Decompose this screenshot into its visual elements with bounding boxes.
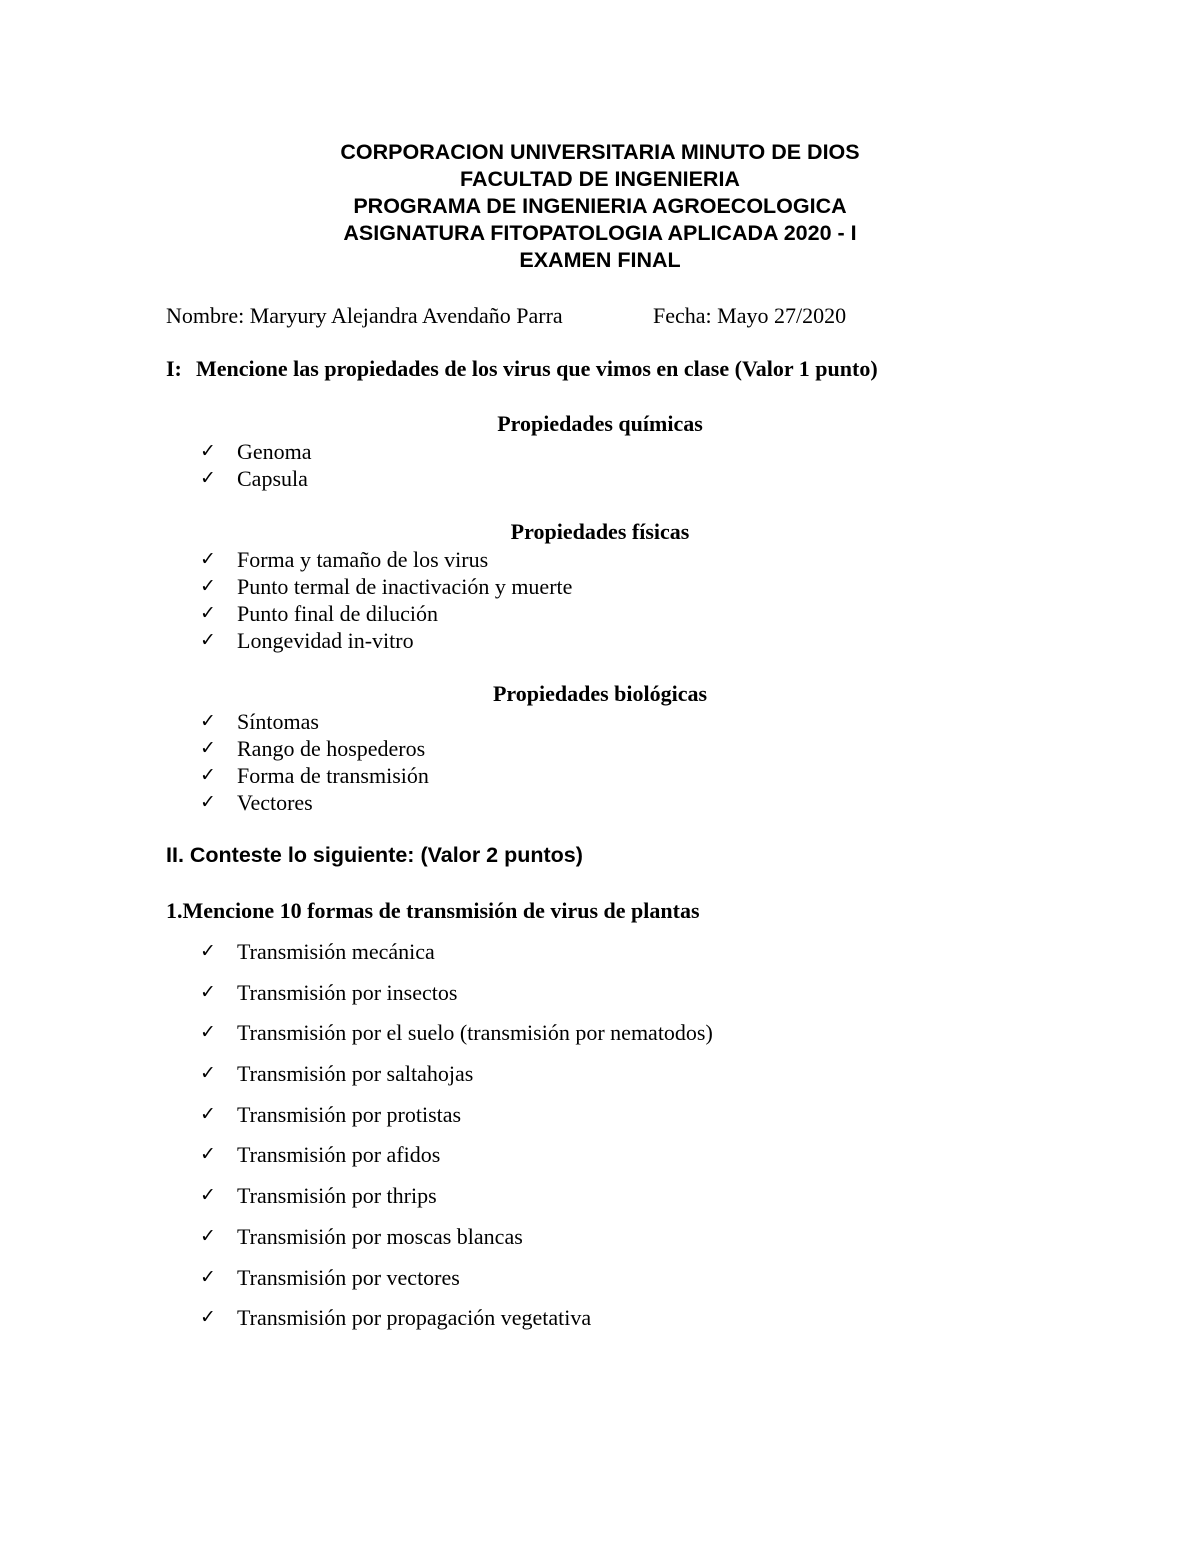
check-icon: ✓ — [200, 548, 216, 570]
list-item: ✓ Forma de transmisión — [200, 763, 429, 788]
section-title-physical: Propiedades físicas — [510, 519, 690, 544]
check-icon: ✓ — [200, 737, 216, 759]
list-item: ✓ Transmisión por vectores — [200, 1264, 460, 1290]
header-program: PROGRAMA DE INGENIERIA AGROECOLOGICA — [353, 194, 847, 218]
document-header — [0, 139, 1200, 274]
list-item: ✓ Transmisión por protistas — [200, 1101, 462, 1127]
list-item: ✓ Transmisión por moscas blancas — [200, 1223, 523, 1249]
section-title-chemical: Propiedades químicas — [497, 411, 703, 436]
list-item: ✓ Síntomas — [200, 709, 319, 734]
check-icon: ✓ — [200, 1143, 216, 1166]
list-item: ✓ Punto final de dilución — [200, 601, 439, 626]
check-icon: ✓ — [200, 764, 216, 786]
exam-date: Fecha: Mayo 27/2020 — [653, 303, 847, 328]
question-2-1-title: 1.Mencione 10 formas de transmisión de virus de plantas — [166, 898, 700, 923]
header-exam-title: EXAMEN FINAL — [519, 248, 681, 272]
list-item: ✓ Transmisión por insectos — [200, 979, 458, 1005]
student-name: Nombre: Maryury Alejandra Avendaño Parra — [166, 303, 563, 328]
check-icon: ✓ — [200, 710, 216, 732]
list-item: ✓ Transmisión mecánica — [200, 939, 435, 964]
physical-properties-list — [200, 546, 572, 654]
question-2-title: II. Conteste lo siguiente: (Valor 2 puntos) — [166, 843, 583, 867]
list-item: ✓ Transmisión por propagación vegetativa — [200, 1305, 592, 1331]
check-icon: ✓ — [200, 575, 216, 597]
check-icon: ✓ — [200, 1021, 216, 1044]
list-item: ✓ Transmisión por afidos — [200, 1142, 441, 1168]
check-icon: ✓ — [200, 1184, 216, 1207]
header-university: CORPORACION UNIVERSITARIA MINUTO DE DIOS — [340, 140, 860, 164]
check-icon: ✓ — [200, 791, 216, 813]
list-item: ✓ Genoma — [200, 439, 312, 464]
list-item: ✓ Punto termal de inactivación y muerte — [200, 574, 573, 599]
list-item: ✓ Capsula — [200, 466, 308, 491]
check-icon: ✓ — [200, 467, 216, 489]
check-icon: ✓ — [200, 1062, 216, 1085]
section-title-biological: Propiedades biológicas — [492, 681, 708, 706]
check-icon: ✓ — [200, 980, 216, 1003]
check-icon: ✓ — [200, 440, 216, 462]
list-item: ✓ Forma y tamaño de los virus — [200, 547, 489, 572]
biological-properties-list — [200, 708, 429, 816]
check-icon: ✓ — [200, 940, 216, 962]
check-icon: ✓ — [200, 602, 216, 624]
check-icon: ✓ — [200, 629, 216, 651]
question-1 — [166, 356, 878, 382]
list-item: ✓ Transmisión por thrips — [200, 1183, 437, 1209]
list-item: ✓ Vectores — [200, 790, 313, 815]
check-icon: ✓ — [200, 1306, 216, 1329]
check-icon: ✓ — [200, 1224, 216, 1247]
check-icon: ✓ — [200, 1265, 216, 1288]
question-1-text: Mencione las propiedades de los virus que vimos en clase (Valor 1 punto) — [196, 356, 878, 381]
list-item: ✓ Longevidad in-vitro — [200, 628, 414, 653]
question-1-number: I: — [166, 356, 182, 381]
list-item: ✓ Transmisión por saltahojas — [200, 1061, 474, 1087]
chemical-properties-list — [200, 438, 312, 492]
list-item: ✓ Transmisión por el suelo (transmisión por nematodos) — [200, 1020, 713, 1046]
list-item: ✓ Rango de hospederos — [200, 736, 426, 761]
header-faculty: FACULTAD DE INGENIERIA — [460, 167, 740, 191]
check-icon: ✓ — [200, 1102, 216, 1125]
header-course: ASIGNATURA FITOPATOLOGIA APLICADA 2020 - I — [343, 221, 857, 245]
transmission-list — [200, 938, 713, 1345]
